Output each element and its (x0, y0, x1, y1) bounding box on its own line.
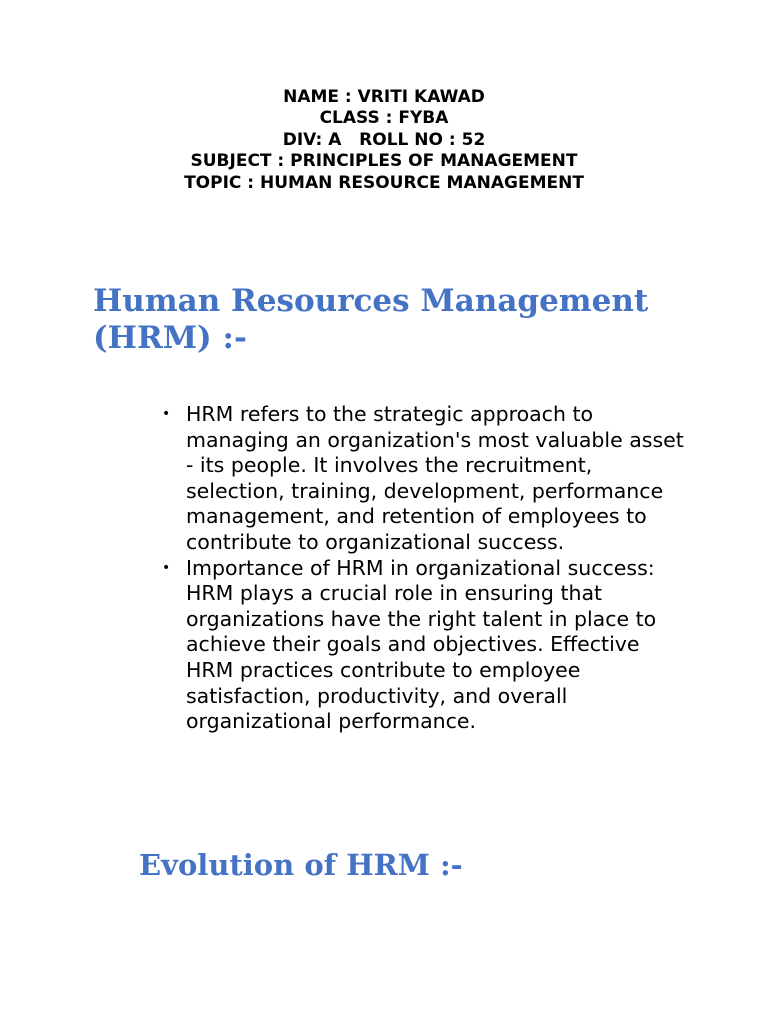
bullet-text-importance: Importance of HRM in organizational success: HRM plays a crucial role in ensuring that organizations have the right talent in place to achieve their goals and objectives. Effective HRM practices contribute to employee satisfaction, productivity, and overall organizational performance. (186, 555, 657, 734)
hrm-bullet-list (162, 402, 686, 735)
topic-line: TOPIC : HUMAN RESOURCE MANAGEMENT (184, 172, 584, 193)
subject-line: SUBJECT : PRINCIPLES OF MANAGEMENT (190, 151, 578, 172)
bullet-icon: • (162, 559, 171, 576)
student-name-line: NAME : VRITI KAWAD (283, 87, 485, 107)
list-item (162, 555, 686, 735)
evolution-section-heading: Evolution of HRM :- (139, 848, 463, 882)
student-info-header (0, 87, 768, 194)
class-line: CLASS : FYBA (319, 108, 449, 129)
list-item (162, 402, 686, 556)
division-roll-line: DIV: A ROLL NO : 52 (282, 129, 486, 150)
hrm-section-heading: Human Resources Management (HRM) :- (93, 283, 649, 356)
bullet-text-definition: HRM refers to the strategic approach to managing an organization's most valuable asset - its people. It involves the recruitment, selection, training, development, performance management, and retention of employees to contribute to organizational success. (186, 402, 684, 554)
bullet-icon: • (162, 406, 171, 422)
